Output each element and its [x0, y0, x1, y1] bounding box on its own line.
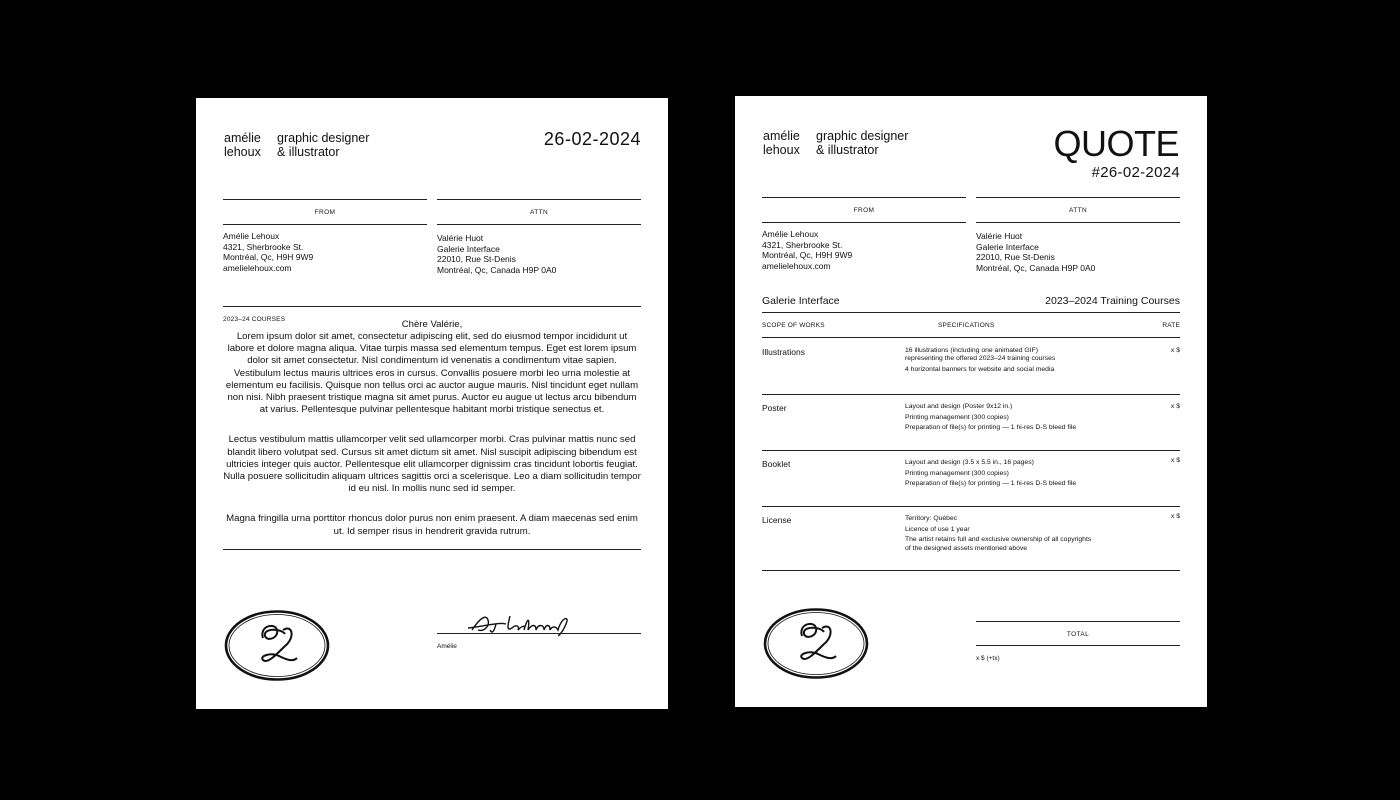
letter-paragraph: Magna fringilla urna porttitor rhoncus dolor purus non enim praesent. A diam maecenas sed enim ut. Id semper risus in hendrerit gravida rutrum.: [226, 513, 638, 537]
client-name: Galerie Interface: [762, 295, 840, 307]
address-line: Valérie Huot: [976, 231, 1023, 241]
divider: [976, 197, 1180, 198]
spec-line: Printing management (300 copies): [905, 413, 1009, 421]
letter-date: 26-02-2024: [543, 129, 641, 149]
address-line: 22010, Rue St-Denis: [437, 254, 516, 264]
letter-paragraph: Lorem ipsum dolor sit amet, consectetur adipiscing elit, sed do eiusmod tempor incididunt ut labore et dolore magna aliqua. Vitae turpis massa sed elementum tempus. Eget est lorem ipsum dolor sit amet consectetur. Nisl condimentum id venenatis a condimentum vitae sapien. Vestibulum lectus mauris ultrices eros in cursus. Convallis posuere morbi leo urna molestie at elementum eu facilisis. Quisque non tellus orci ac auctor augue mauris. Nisl tincidunt eget nullam non nisi. Nibh praesent tristique magna sit amet purus. Auctor eu augue ut lectus arcu bibendum at varius. Pellentesque pulvinar pellentesque habitant morbi tristique senectus et.: [225, 331, 639, 416]
brand-name-line1: amélie: [763, 129, 800, 143]
address-line: Galerie Interface: [437, 243, 500, 254]
signature-line: [437, 633, 641, 634]
address-line: Amélie Lehoux: [223, 231, 280, 241]
spec-line: Territory: Québec: [905, 515, 958, 522]
item-rate: x $: [1170, 513, 1180, 520]
total-value: x $ (+tx): [976, 655, 1000, 662]
divider: [223, 199, 427, 200]
from-label: FROM: [853, 207, 875, 214]
divider: [762, 506, 1180, 507]
spec-line: 16 illustrations (including one animated GIF): [905, 347, 1038, 354]
quote-title: QUOTE: [1053, 123, 1179, 164]
item-rate: x $: [1170, 457, 1180, 464]
item-specs: [905, 515, 1091, 553]
spec-line: 4 horizontal banners for website and social media: [905, 365, 1055, 373]
item-rate: x $: [1170, 403, 1180, 410]
divider: [762, 312, 1180, 313]
divider: [976, 222, 1180, 223]
salutation: Chère Valérie,: [401, 319, 463, 330]
handwritten-signature-icon: [466, 610, 596, 640]
quote-page: [735, 96, 1207, 707]
spec-line: Licence of use 1 year: [905, 525, 970, 533]
letter-body: [223, 331, 641, 556]
divider: [762, 570, 1180, 571]
spec-line: representing the offered 2023–24 training courses: [905, 355, 1056, 363]
total-label: TOTAL: [1066, 631, 1090, 638]
divider: [223, 224, 427, 225]
address-line: Montréal, Qc, H9H 9W9: [223, 252, 314, 262]
address-line: Amélie Lehoux: [762, 229, 819, 239]
address-line: Valérie Huot: [437, 233, 484, 243]
address-line: 4321, Sherbrooke St.: [762, 239, 843, 250]
project-name: 2023–2024 Training Courses: [1045, 295, 1180, 307]
spec-line: The artist retains full and exclusive ownership of all copyrights: [905, 536, 1092, 544]
divider: [762, 450, 1180, 451]
item-specs: [905, 459, 1076, 489]
address-line: 22010, Rue St-Denis: [976, 252, 1055, 262]
letter-page: [196, 98, 668, 709]
letter-subject: 2023–24 COURSES: [223, 316, 286, 323]
quote-number: #26-02-2024: [1091, 164, 1180, 181]
address-line: Montréal, Qc, H9H 9W9: [762, 250, 853, 260]
divider: [976, 645, 1180, 646]
item-name: Illustrations: [762, 347, 805, 357]
address-line: Galerie Interface: [976, 241, 1039, 252]
spec-line: Printing management (300 copies): [905, 469, 1009, 477]
address-line: 4321, Sherbrooke St.: [223, 241, 304, 252]
address-line: Montréal, Qc, Canada H9P 0A0: [437, 264, 557, 275]
brand-name: [763, 129, 813, 157]
brand-header: [196, 131, 496, 161]
brand-role-line2: & illustrator: [816, 143, 879, 157]
spec-line: Layout and design (Poster 9x12 in.): [905, 403, 1013, 410]
from-label: FROM: [314, 209, 336, 216]
spec-line: Layout and design (3.5 x 5.5 in., 16 pages): [905, 459, 1034, 466]
monogram-seal-icon: [223, 608, 331, 683]
brand-role: [816, 129, 1016, 157]
divider: [437, 224, 641, 225]
spec-line: of the designed assets mentioned above: [905, 544, 1028, 552]
divider: [762, 197, 966, 198]
monogram-seal-icon: [762, 606, 870, 681]
brand-role-line1: graphic designer: [816, 129, 909, 143]
divider: [437, 199, 641, 200]
brand-name-line2: lehoux: [763, 143, 800, 157]
divider: [223, 306, 641, 307]
attn-label: ATTN: [1068, 207, 1088, 214]
brand-role: [277, 131, 477, 159]
brand-header: [735, 129, 1035, 159]
brand-name: [224, 131, 274, 159]
spec-line: Preparation of file(s) for printing — 1 hi-res D-S bleed file: [905, 480, 1077, 488]
address-line: Montréal, Qc, Canada H9P 0A0: [976, 262, 1096, 273]
address-line: amelielehoux.com: [762, 260, 831, 271]
item-name: Poster: [762, 403, 787, 413]
col-scope-header: SCOPE OF WORKS: [762, 322, 825, 329]
divider: [976, 621, 1180, 622]
item-rate: x $: [1170, 347, 1180, 354]
from-address: [762, 229, 852, 271]
brand-role-line2: & illustrator: [277, 145, 340, 159]
attn-label: ATTN: [529, 209, 549, 216]
brand-role-line1: graphic designer: [277, 131, 370, 145]
col-specs-header: SPECIFICATIONS: [938, 322, 995, 329]
divider: [223, 549, 641, 550]
item-name: Booklet: [762, 459, 791, 469]
col-rate-header: RATE: [1162, 322, 1180, 329]
signature-name: Amélie: [437, 643, 457, 650]
letter-paragraph: Lectus vestibulum mattis ullamcorper velit sed ullamcorper morbi. Cras pulvinar mattis nunc sed blandit libero volutpat sed. Cursus sit amet dictum sit amet. Nisl suscipit adipiscing bibendum est ultricies integer quis auctor. Pellentesque elit ullamcorper dignissim cras tincidunt lobortis feugiat. Nulla posuere sollicitudin aliquam ultrices sagittis orci a scelerisque. Leo a diam sollicitudin tempor id eu nisl. In mollis nunc sed id semper.: [223, 434, 641, 495]
brand-name-line1: amélie: [224, 131, 261, 145]
attn-address: [437, 233, 556, 275]
divider: [762, 337, 1180, 338]
item-specs: [905, 403, 1076, 433]
divider: [762, 222, 966, 223]
spec-line: Preparation of file(s) for printing — 1 hi-res D-S bleed file: [905, 424, 1077, 432]
divider: [762, 394, 1180, 395]
address-line: amelielehoux.com: [223, 262, 292, 273]
item-specs: [905, 347, 1055, 374]
brand-name-line2: lehoux: [224, 145, 261, 159]
item-name: License: [762, 515, 792, 525]
from-address: [223, 231, 313, 273]
attn-address: [976, 231, 1095, 273]
